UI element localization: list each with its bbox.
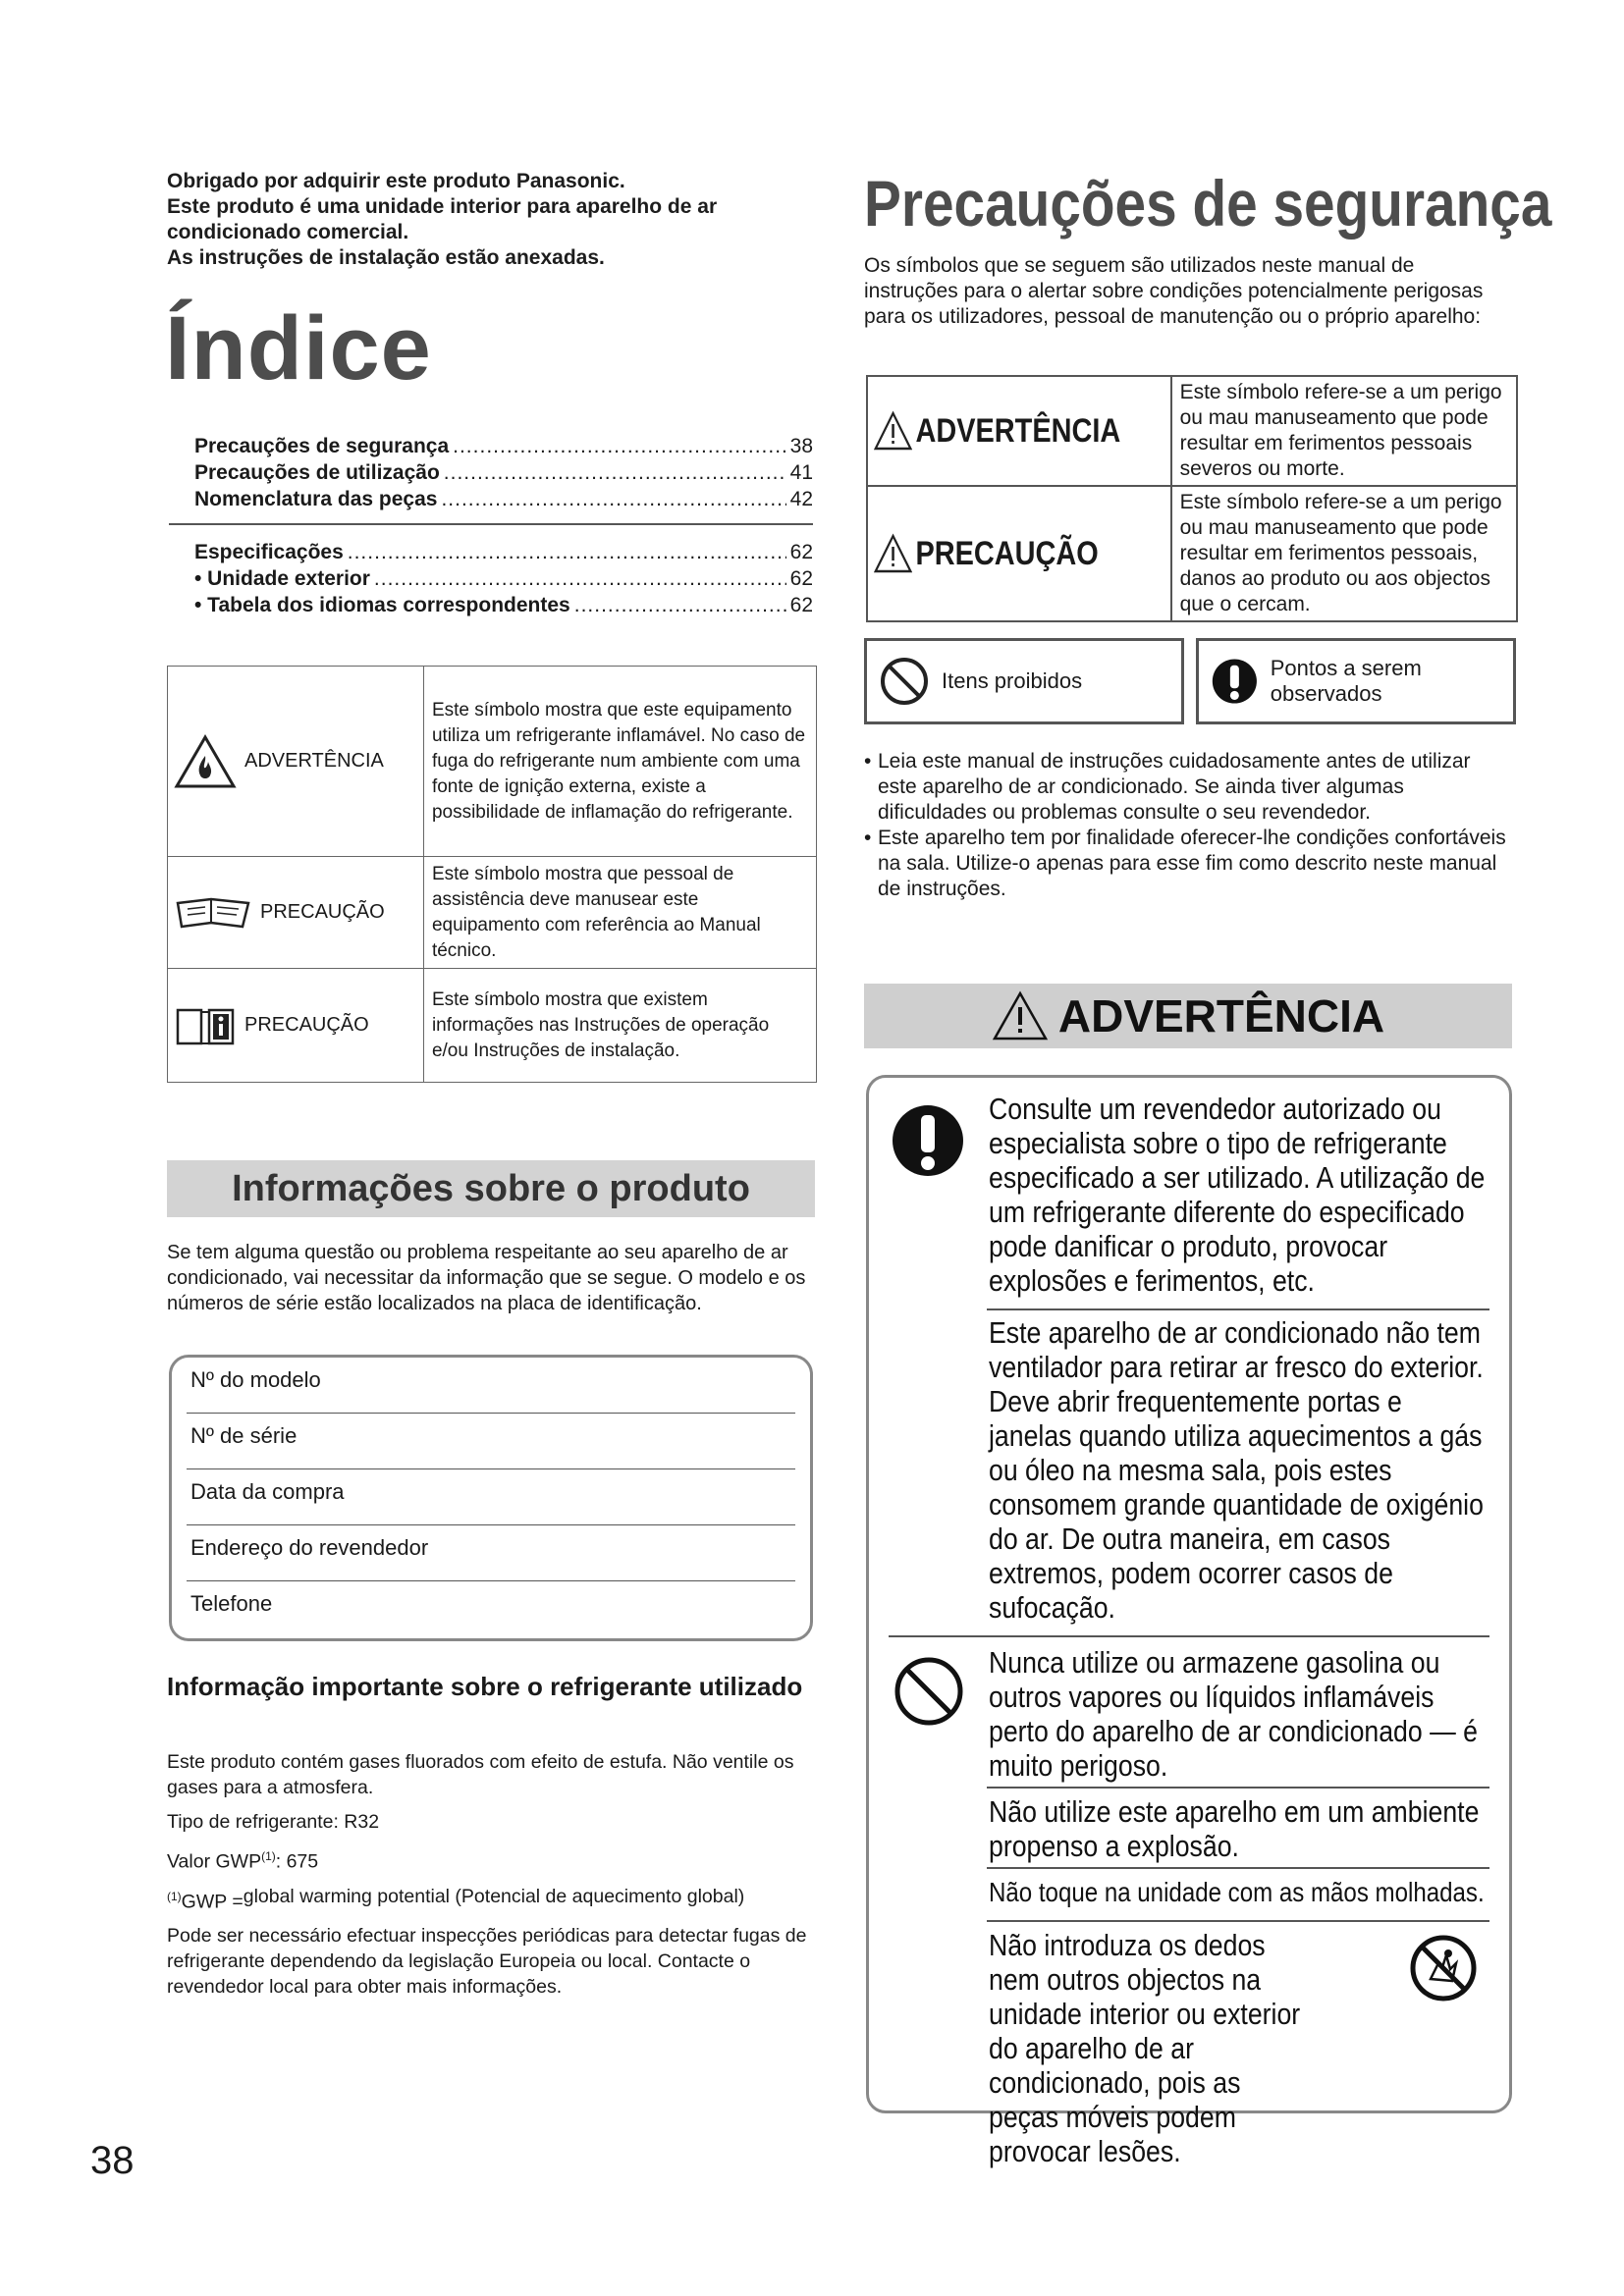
list-item: • Leia este manual de instruções cuidadosamente antes de utilizar este aparelho de ar condicionado. Se ainda tiver algumas dificuldades ou problemas consulte o seu revendedor. (864, 750, 1471, 824)
toc-item[interactable]: Precauções de utilização ..... 41 (194, 459, 813, 486)
intro-line: Obrigado por adquirir este produto Panasonic. (167, 170, 625, 192)
product-info-heading: Informações sobre o produto (167, 1160, 815, 1217)
intro-line: As instruções de instalação estão anexadas. (167, 246, 605, 269)
warning-triangle-icon (992, 990, 1049, 1041)
list-item: • Este aparelho tem por finalidade oferecer-lhe condições confortáveis na sala. Utilize-o apenas para esse fim como descrito neste manual de instruções. (864, 827, 1506, 900)
warning-item: Nunca utilize ou armazene gasolina ou outros vapores ou líquidos inflamáveis perto do aparelho de ar condicionado — é muito perigoso. (989, 1645, 1479, 1783)
purchase-date-field[interactable]: Data da compra (187, 1469, 795, 1525)
intro-text (167, 169, 815, 271)
observe-legend: Pontos a serem observados (1196, 638, 1516, 724)
refrigerant-heading: Informação importante sobre o refrigerante utilizado (167, 1672, 803, 1701)
level-description: Este símbolo refere-se a um perigo ou mau manuseamento que pode resultar em ferimentos pessoais, danos ao produto ou aos objectos que o cercam. (1171, 486, 1517, 621)
table-of-contents-specs (194, 539, 813, 618)
precaucao-label: PRECAUÇÃO (260, 901, 385, 923)
warning-triangle-icon (874, 410, 912, 452)
table-of-contents (194, 433, 813, 512)
exclamation-icon (891, 1103, 965, 1178)
warning-item: Não toque na unidade com as mãos molhadas. (989, 1877, 1485, 1907)
divider (987, 1920, 1489, 1922)
gwp-value: Valor GWP$^{(1)}$: 675 (167, 1849, 319, 1873)
telephone-field[interactable]: Telefone (190, 1591, 273, 1616)
prohibited-icon (893, 1655, 965, 1728)
refrigerant-paragraph: Este produto contém gases fluorados com efeito de estufa. Não ventile os gases para a atmosfera. (167, 1751, 794, 1798)
toc-divider (169, 523, 813, 525)
prohibited-icon (879, 656, 930, 707)
advertencia-banner: ADVERTÊNCIA (864, 984, 1512, 1048)
toc-item[interactable]: Especificações ..... 62 (194, 539, 813, 565)
advertencia-level: ADVERTÊNCIA (874, 410, 1120, 452)
model-number-field[interactable]: Nº do modelo (187, 1358, 795, 1414)
dealer-address-field[interactable]: Endereço do revendedor (187, 1525, 795, 1581)
warning-triangle-icon (874, 533, 912, 574)
safety-title: Precauções de segurança (864, 167, 1552, 240)
toc-item[interactable]: • Tabela dos idiomas correspondentes ..... 62 (194, 592, 813, 618)
warning-item: Não introduza os dedos nem outros objectos na unidade interior ou exterior do aparelho de ar condicionado, pois as peças móveis podem provocar lesões. (989, 1928, 1301, 2168)
warning-item: Consulte um revendedor autorizado ou especialista sobre o tipo de refrigerante especificado a ser utilizado. A utilização de um refrigerante diferente do especificado pode danificar o produto, provocar explosões e ferimentos, etc. (989, 1092, 1486, 1298)
symbol-description: Este símbolo mostra que pessoal de assistência deve manusear este equipamento com referência ao Manual técnico. (423, 857, 816, 969)
refrigerant-info (167, 1749, 815, 2008)
product-info-form (169, 1355, 813, 1641)
refrigerant-type: Tipo de refrigerante: R32 (167, 1811, 380, 1833)
refrigerant-paragraph: Pode ser necessário efectuar inspecções periódicas para detectar fugas de refrigerante dependendo da legislação Europeia ou local. Contacte o revendedor local para obter mais informações. (167, 1925, 807, 1998)
advertencia-box (866, 1075, 1512, 2168)
manual-book-icon (174, 893, 252, 933)
level-description: Este símbolo refere-se a um perigo ou mau manuseamento que pode resultar em ferimentos pessoais severos ou morte. (1171, 376, 1517, 486)
intro-line: Este produto é uma unidade interior para aparelho de ar (167, 195, 718, 218)
serial-number-field[interactable]: Nº de série (187, 1414, 795, 1469)
toc-item[interactable]: • Unidade exterior ..... 62 (194, 565, 813, 592)
warning-item: Este aparelho de ar condicionado não tem ventilador para retirar ar fresco do exterior. Deve abrir frequentemente portas e janelas quando utiliza aquecimentos a gás ou óleo na mesma sala, pois estes consomem grande quantidade de oxigénio do ar. De outra maneira, em casos extremos, podem ocorrer casos de sufocação. (989, 1315, 1484, 1625)
divider (987, 1867, 1489, 1869)
toc-item[interactable]: Nomenclatura das peças ..... 42 (194, 486, 813, 512)
warning-item: Não utilize este aparelho em um ambiente propenso a explosão. (989, 1794, 1480, 1863)
divider (987, 1787, 1489, 1789)
indice-title: Índice (165, 298, 432, 399)
precaucao-level: PRECAUÇÃO (874, 533, 1120, 574)
flammable-warning-icon (174, 734, 237, 789)
precaucao-label: PRECAUÇÃO (244, 1014, 369, 1036)
toc-item[interactable]: Precauções de segurança ..... 38 (194, 433, 813, 459)
hazard-levels-table (866, 375, 1518, 622)
gwp-footnote: $^{(1)}$GWP = global warming potential (Potencial de aquecimento global) (167, 1885, 745, 1912)
intro-line: condicionado comercial. (167, 221, 409, 243)
safety-bullets (864, 749, 1512, 902)
advertencia-label: ADVERTÊNCIA (244, 750, 384, 772)
exclamation-icon (1211, 655, 1259, 708)
prohibited-legend: Itens proibidos (864, 638, 1184, 724)
divider (889, 1635, 1489, 1637)
product-info-text: Se tem alguma questão ou problema respeitante ao seu aparelho de ar condicionado, vai necessitar da informação que se segue. O modelo e os números de série estão localizados na placa de identificação. (167, 1242, 806, 1314)
symbol-description: Este símbolo mostra que este equipamento utiliza um refrigerante inflamável. No caso de fuga do refrigerante num ambiente com uma fonte de ignição externa, existe a possibilidade de inflamação do refrigerante. (423, 667, 816, 857)
divider (987, 1308, 1489, 1310)
info-book-icon (174, 1004, 237, 1047)
no-fingers-icon (1409, 1934, 1478, 2002)
safety-intro: Os símbolos que se seguem são utilizados neste manual de instruções para o alertar sobre condições potencialmente perigosas para os utilizadores, pessoal de manutenção ou o próprio aparelho: (864, 254, 1484, 328)
symbol-description: Este símbolo mostra que existem informações nas Instruções de operação e/ou Instruções de instalação. (423, 969, 816, 1083)
page-number: 38 (90, 2139, 135, 2182)
symbol-legend-table (167, 666, 817, 1083)
